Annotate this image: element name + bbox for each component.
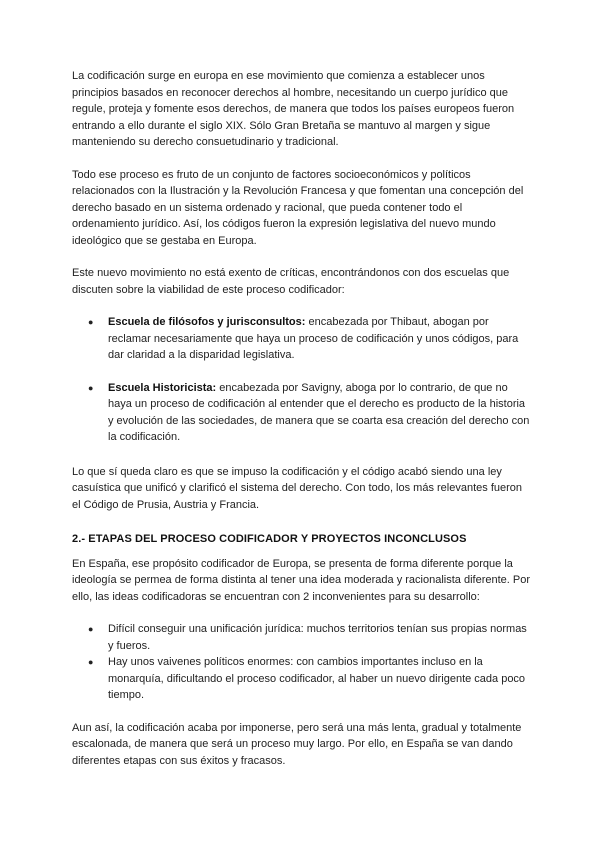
bullet-icon: ● bbox=[88, 382, 94, 393]
document-body bbox=[72, 68, 532, 785]
problem-text: Hay unos vaivenes políticos enormes: con cambios importantes incluso en la monarquía, dificultando el proceso codificador, al haber un nuevo dirigente cada poco tiempo. bbox=[108, 656, 526, 701]
paragraph-spain: En España, ese propósito codificador de Europa, se presenta de forma diferente porque la ideología se permea de forma distinta al tener una idea moderada y racionalista diferente. Por ello, las ideas codificadoras se encuentran con 2 inconvenientes para su desarrollo: bbox=[72, 557, 530, 603]
paragraph-factors: Todo ese proceso es fruto de un conjunto de factores socioeconómicos y políticos relacionados con la Ilustración y la Revolución Francesa y que fomentan una concepción del derecho basado en un sistema ordenado y racional, que pueda contener todo el ordenamiento jurídico. Así, los códigos fueron la expresión legislativa del nuevo mundo ideológico que se gestaba en Europa. bbox=[72, 168, 524, 247]
school-description: encabezada por Savigny, aboga por lo contrario, de que no haya un proceso de codificación al entender que el derecho es producto de la historia y evolución de las sociedades, de manera que se coarta esa creación del derecho con la codificación. bbox=[108, 381, 530, 443]
bullet-icon: ● bbox=[88, 624, 94, 634]
paragraph-stages: Aun así, la codificación acaba por imponerse, pero será una más lenta, gradual y totalmente escalonada, de manera que será un proceso muy largo. Por ello, en España se van dando diferentes etapas con sus éxitos y fracasos. bbox=[72, 721, 522, 767]
section-heading: 2.- ETAPAS DEL PROCESO CODIFICADOR Y PROYECTOS INCONCLUSOS bbox=[72, 533, 467, 545]
school-description: encabezada por Thibaut, abogan por reclamar necesariamente que haya un proceso de codificación y unos códigos, para dar claridad a la disparidad legislativa. bbox=[108, 316, 519, 361]
paragraph-criticism: Este nuevo movimiento no está exento de críticas, encontrándonos con dos escuelas que discuten sobre la viabilidad de este proceso codificador: bbox=[72, 267, 510, 296]
bullet-icon: ● bbox=[88, 317, 94, 327]
list-item-problem-unification bbox=[72, 621, 532, 654]
paragraph-intro: La codificación surge en europa en ese movimiento que comienza a establecer unos principios basados en reconocer derechos al hombre, necesitando un cuerpo jurídico que regule, proteja y fomente esos derechos, de manera que todos los países europeos fueron entrando a ello durante el siglo XIX. Sólo Gran Bretaña se mantuvo al margen y sigue manteniendo su derecho consuetudinario y tradicional. bbox=[72, 70, 515, 148]
list-item-school-philosophers bbox=[72, 314, 532, 364]
list-item-problem-politics bbox=[72, 654, 532, 704]
problems-list bbox=[72, 621, 532, 704]
problem-text: Difícil conseguir una unificación jurídica: muchos territorios tenían sus propias normas y fueros. bbox=[108, 623, 527, 652]
school-title: Escuela Historicista: bbox=[108, 381, 217, 394]
bullet-icon: ● bbox=[88, 657, 94, 667]
paragraph-conclusion: Lo que sí queda claro es que se impuso la codificación y el código acabó siendo una ley casuística que unificó y clarificó el sistema del derecho. Con todo, los más relevantes fueron el Código de Prusia, Austria y Francia. bbox=[72, 465, 523, 511]
list-item-school-historicist bbox=[72, 380, 532, 446]
schools-list bbox=[72, 314, 532, 446]
school-title: Escuela de filósofos y jurisconsultos: bbox=[108, 316, 306, 328]
